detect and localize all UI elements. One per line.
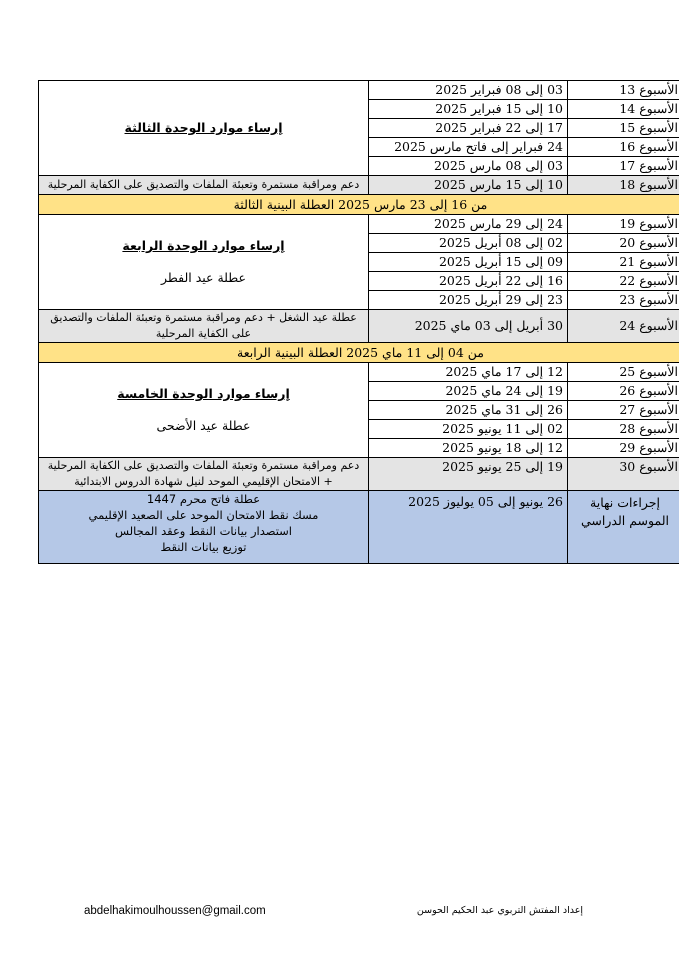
date-cell: 19 إلى 25 يونيو 2025 <box>369 458 568 491</box>
table-row <box>39 363 679 382</box>
final-line: توزيع بيانات النقط <box>160 540 247 554</box>
date-cell: 09 إلى 15 أبريل 2025 <box>369 253 568 272</box>
week-cell: الأسبوع 23 <box>568 291 679 310</box>
date-cell: 02 إلى 08 أبريل 2025 <box>369 234 568 253</box>
week-cell: الأسبوع 14 <box>568 100 679 119</box>
final-line: استصدار بيانات النقط وعقد المجالس <box>115 524 292 538</box>
support-activity: عطلة عيد الشغل + دعم ومراقبة مستمرة وتعبئة الملفات والتصديق على الكفاية المرحلية <box>39 310 369 343</box>
final-label: إجراءات نهاية الموسم الدراسي <box>568 491 679 564</box>
final-activities <box>39 491 369 564</box>
unit-title: إرساء موارد الوحدة الرابعة <box>122 238 285 253</box>
date-cell: 16 إلى 22 أبريل 2025 <box>369 272 568 291</box>
eid-holiday: عطلة عيد الفطر <box>160 270 247 285</box>
support-row <box>39 310 679 343</box>
date-cell: 03 إلى 08 مارس 2025 <box>369 157 568 176</box>
date-cell: 12 إلى 18 يونيو 2025 <box>369 439 568 458</box>
date-cell: 02 إلى 11 يونيو 2025 <box>369 420 568 439</box>
activity-cell <box>39 363 369 458</box>
date-cell: 24 فبراير إلى فاتح مارس 2025 <box>369 138 568 157</box>
final-line: مسك نقط الامتحان الموحد على الصعيد الإقليمي <box>88 508 319 522</box>
date-cell: 19 إلى 24 ماي 2025 <box>369 382 568 401</box>
date-cell: 23 إلى 29 أبريل 2025 <box>369 291 568 310</box>
week-cell: الأسبوع 18 <box>568 176 679 195</box>
week-cell: الأسبوع 26 <box>568 382 679 401</box>
support-row <box>39 458 679 491</box>
week-cell: الأسبوع 21 <box>568 253 679 272</box>
support-row <box>39 176 679 195</box>
table-row <box>39 215 679 234</box>
date-cell: 30 أبريل إلى 03 ماي 2025 <box>369 310 568 343</box>
week-cell: الأسبوع 22 <box>568 272 679 291</box>
author-credit: إعداد المفتش التربوي عبد الحكيم الحوسن <box>416 905 583 916</box>
week-cell: الأسبوع 20 <box>568 234 679 253</box>
activity-cell <box>39 81 369 176</box>
support-activity: دعم ومراقبة مستمرة وتعبئة الملفات والتصديق على الكفاية المرحلية <box>39 176 369 195</box>
activity-cell <box>39 215 369 310</box>
holiday-row <box>39 195 679 215</box>
holiday-label: من 04 إلى 11 ماي 2025 العطلة البينية الرابعة <box>39 343 679 363</box>
date-cell: 03 إلى 08 فبراير 2025 <box>369 81 568 100</box>
week-cell: الأسبوع 30 <box>568 458 679 491</box>
unit-title: إرساء موارد الوحدة الخامسة <box>117 386 290 401</box>
week-cell: الأسبوع 25 <box>568 363 679 382</box>
week-cell: الأسبوع 29 <box>568 439 679 458</box>
week-cell: الأسبوع 15 <box>568 119 679 138</box>
week-cell: الأسبوع 16 <box>568 138 679 157</box>
final-dates: 26 يونيو إلى 05 يوليوز 2025 <box>369 491 568 564</box>
date-cell: 24 إلى 29 مارس 2025 <box>369 215 568 234</box>
date-cell: 12 إلى 17 ماي 2025 <box>369 363 568 382</box>
week-cell: الأسبوع 28 <box>568 420 679 439</box>
unit-title: إرساء موارد الوحدة الثالثة <box>124 120 283 135</box>
date-cell: 10 إلى 15 فبراير 2025 <box>369 100 568 119</box>
eid-holiday: عطلة عيد الأضحى <box>156 418 251 433</box>
final-line: عطلة فاتح محرم 1447 <box>146 492 261 506</box>
holiday-label: من 16 إلى 23 مارس 2025 العطلة البينية الثالثة <box>39 195 679 215</box>
week-cell: الأسبوع 27 <box>568 401 679 420</box>
final-row <box>39 491 679 564</box>
week-cell: الأسبوع 13 <box>568 81 679 100</box>
date-cell: 26 إلى 31 ماي 2025 <box>369 401 568 420</box>
week-cell: الأسبوع 17 <box>568 157 679 176</box>
table-row <box>39 81 679 100</box>
week-cell: الأسبوع 24 <box>568 310 679 343</box>
author-email: abdelhakimoulhoussen@gmail.com <box>84 905 266 917</box>
date-cell: 10 إلى 15 مارس 2025 <box>369 176 568 195</box>
holiday-row <box>39 343 679 363</box>
calendar-table <box>38 80 679 564</box>
week-cell: الأسبوع 19 <box>568 215 679 234</box>
support-activity: دعم ومراقبة مستمرة وتعبئة الملفات والتصديق على الكفاية المرحلية + الامتحان الإقليمي الموحد لنيل شهادة الدروس الابتدائية <box>39 458 369 491</box>
date-cell: 17 إلى 22 فبراير 2025 <box>369 119 568 138</box>
